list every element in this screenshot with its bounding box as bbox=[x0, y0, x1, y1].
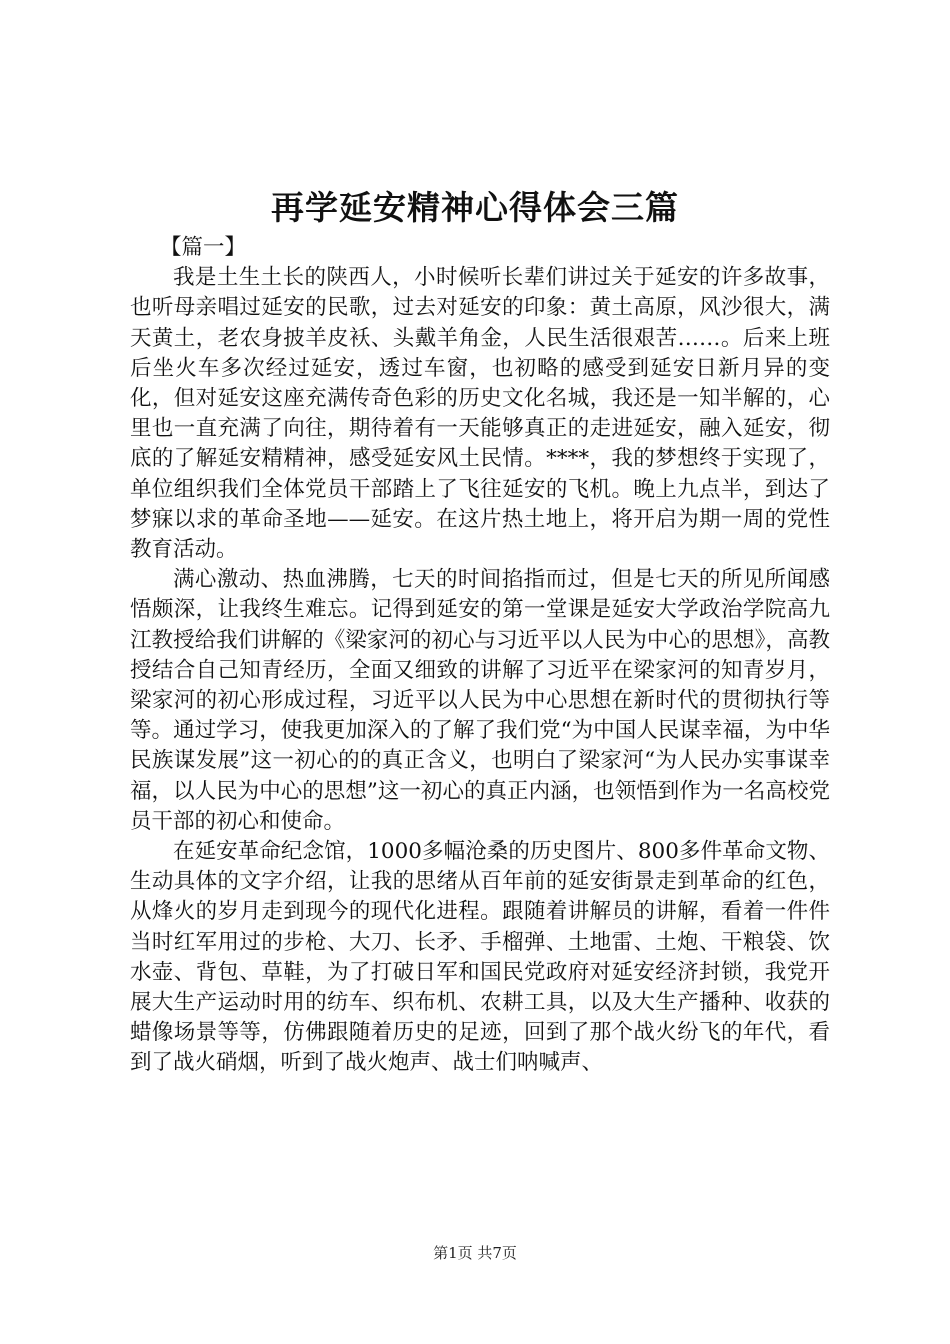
paragraph-1: 我是土生土长的陕西人，小时候听长辈们讲过关于延安的许多故事，也听母亲唱过延安的民歌，过去对延安的印象：黄土高原，风沙很大，满天黄土，老农身披羊皮袄、头戴羊角金，人民生活很艰苦……。后来上班后坐火车多次经过延安，透过车窗，也初略的感受到延安日新月异的变化，但对延安这座充满传奇色彩的历史文化名城，我还是一知半解的，心里也一直充满了向往，期待着有一天能够真正的走进延安，融入延安，彻底的了解延安精精神，感受延安风土民情。****，我的梦想终于实现了，单位组织我们全体党员干部踏上了飞往延安的飞机。晚上九点半，到达了梦寐以求的革命圣地——延安。在这片热土地上，将开启为期一周的党性教育活动。 bbox=[130, 265, 830, 563]
paragraph-2: 满心激动、热血沸腾，七天的时间掐指而过，但是七天的所见所闻感悟颇深，让我终生难忘。记得到延安的第一堂课是延安大学政治学院高九江教授给我们讲解的《梁家河的初心与习近平以人民为中心的思想》，高教授结合自己知青经历，全面又细致的讲解了习近平在梁家河的知青岁月，梁家河的初心形成过程，习近平以人民为中心思想在新时代的贯彻执行等等。通过学习，使我更加深入的了解了我们党“为中国人民谋幸福，为中华民族谋发展”这一初心的的真正含义，也明白了梁家河“为人民办实事谋幸福，以人民为中心的思想”这一初心的真正内涵，也领悟到作为一名高校党员干部的初心和使命。 bbox=[130, 567, 830, 834]
document-body bbox=[130, 233, 830, 1079]
section-heading: 【篇一】 bbox=[160, 235, 247, 260]
document-title: 再学延安精神心得体会三篇 bbox=[271, 188, 679, 227]
paragraph-3: 在延安革命纪念馆，1000多幅沧桑的历史图片、800多件革命文物、生动具体的文字介绍，让我的思绪从百年前的延安街景走到革命的红色，从烽火的岁月走到现今的现代化进程。跟随着讲解员的讲解，看着一件件当时红军用过的步枪、大刀、长矛、手榴弹、土地雷、土炮、干粮袋、饮水壶、背包、草鞋，为了打破日军和国民党政府对延安经济封锁，我党开展大生产运动时用的纺车、织布机、农耕工具，以及大生产播种、收获的蜡像场景等等，仿佛跟随着历史的足迹，回到了那个战火纷飞的年代，看到了战火硝烟，听到了战火炮声、战士们呐喊声、 bbox=[130, 839, 830, 1076]
page-footer: 第1页 共7页 bbox=[433, 1244, 517, 1262]
